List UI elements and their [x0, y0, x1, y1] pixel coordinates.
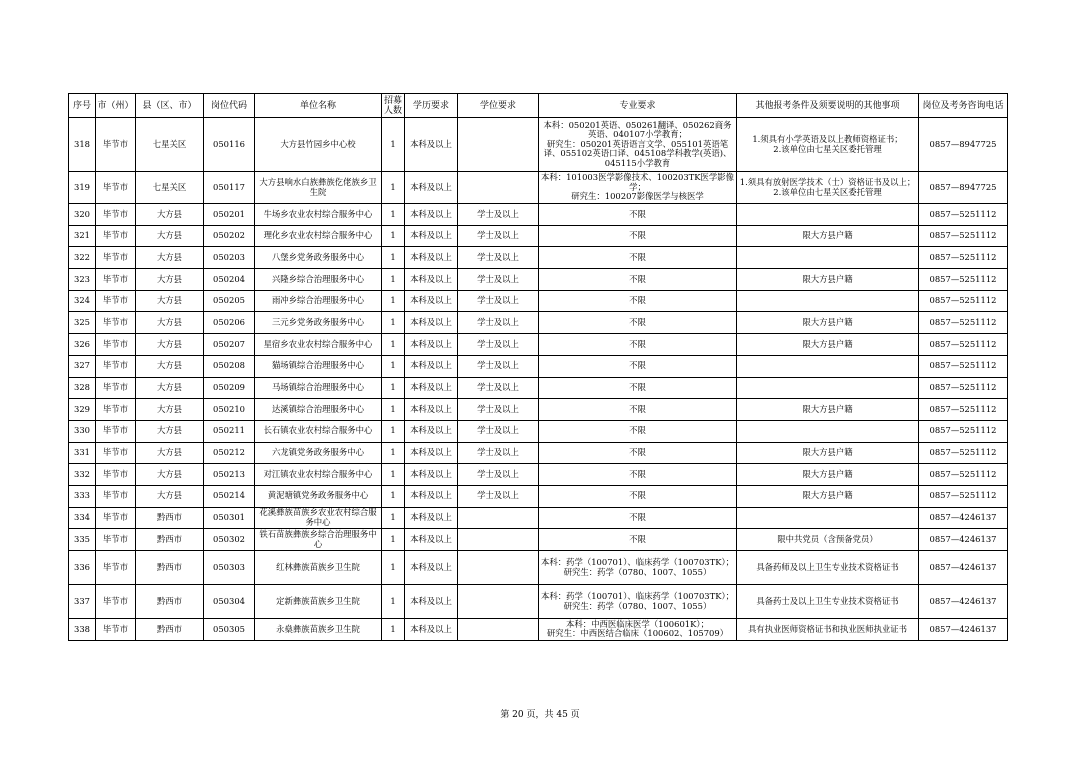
cell-no: 322 — [69, 247, 96, 269]
cell-code: 050204 — [204, 269, 255, 291]
cell-city: 毕节市 — [96, 585, 136, 619]
cell-county: 大方县 — [136, 355, 204, 377]
cell-num: 1 — [382, 464, 405, 486]
cell-other: 限大方县户籍 — [737, 312, 919, 334]
cell-other — [737, 377, 919, 399]
cell-county: 黔西市 — [136, 619, 204, 641]
cell-county: 黔西市 — [136, 551, 204, 585]
cell-no: 319 — [69, 172, 96, 204]
cell-no: 318 — [69, 118, 96, 172]
cell-city: 毕节市 — [96, 529, 136, 551]
cell-other: 1.须具有放射医学技术（士）资格证书及以上； 2.该单位由七星关区委托管理 — [737, 172, 919, 204]
table-row — [69, 204, 1008, 226]
cell-degree: 学士及以上 — [458, 377, 539, 399]
cell-other — [737, 204, 919, 226]
cell-major: 不限 — [539, 464, 737, 486]
cell-city: 毕节市 — [96, 507, 136, 529]
table-row — [69, 399, 1008, 421]
cell-unit: 兴隆乡综合治理服务中心 — [255, 269, 382, 291]
cell-num: 1 — [382, 585, 405, 619]
table-row — [69, 619, 1008, 641]
cell-other — [737, 355, 919, 377]
col-header-major: 专业要求 — [539, 94, 737, 118]
cell-city: 毕节市 — [96, 290, 136, 312]
cell-unit: 花溪彝族苗族乡农业农村综合服务中心 — [255, 507, 382, 529]
cell-code: 050210 — [204, 399, 255, 421]
cell-county: 大方县 — [136, 269, 204, 291]
cell-phone: 0857—5251112 — [919, 247, 1008, 269]
cell-no: 330 — [69, 420, 96, 442]
cell-major: 本科：050201英语、050261翻译、050262商务英语、040107小学教育； 研究生：050201英语语言文学、055101英语笔译、055102英语口译、045108学科教学(英语)、045115小学教育 — [539, 118, 737, 172]
cell-unit: 达溪镇综合治理服务中心 — [255, 399, 382, 421]
cell-phone: 0857—8947725 — [919, 118, 1008, 172]
cell-degree — [458, 551, 539, 585]
cell-city: 毕节市 — [96, 204, 136, 226]
cell-phone: 0857—5251112 — [919, 485, 1008, 507]
cell-city: 毕节市 — [96, 312, 136, 334]
cell-county: 大方县 — [136, 290, 204, 312]
cell-city: 毕节市 — [96, 334, 136, 356]
cell-major: 不限 — [539, 485, 737, 507]
cell-other: 限中共党员（含预备党员） — [737, 529, 919, 551]
table-header-row — [69, 94, 1008, 118]
col-header-city: 市（州） — [96, 94, 136, 118]
table-row — [69, 551, 1008, 585]
col-header-unit: 单位名称 — [255, 94, 382, 118]
cell-major: 不限 — [539, 399, 737, 421]
cell-city: 毕节市 — [96, 355, 136, 377]
cell-major: 不限 — [539, 204, 737, 226]
cell-unit: 长石镇农业农村综合服务中心 — [255, 420, 382, 442]
table-row — [69, 172, 1008, 204]
cell-no: 325 — [69, 312, 96, 334]
cell-unit: 黄泥塘镇党务政务服务中心 — [255, 485, 382, 507]
cell-no: 334 — [69, 507, 96, 529]
cell-degree — [458, 118, 539, 172]
cell-other: 限大方县户籍 — [737, 399, 919, 421]
cell-edu: 本科及以上 — [405, 485, 458, 507]
cell-edu: 本科及以上 — [405, 312, 458, 334]
cell-city: 毕节市 — [96, 377, 136, 399]
table-row — [69, 312, 1008, 334]
cell-phone: 0857—5251112 — [919, 204, 1008, 226]
cell-phone: 0857—5251112 — [919, 442, 1008, 464]
cell-edu: 本科及以上 — [405, 529, 458, 551]
cell-unit: 理化乡农业农村综合服务中心 — [255, 225, 382, 247]
cell-unit: 对江镇农业农村综合服务中心 — [255, 464, 382, 486]
table-row — [69, 290, 1008, 312]
cell-city: 毕节市 — [96, 172, 136, 204]
cell-degree: 学士及以上 — [458, 334, 539, 356]
cell-no: 327 — [69, 355, 96, 377]
cell-phone: 0857—4246137 — [919, 551, 1008, 585]
cell-edu: 本科及以上 — [405, 355, 458, 377]
table-row — [69, 464, 1008, 486]
cell-edu: 本科及以上 — [405, 118, 458, 172]
cell-phone: 0857—8947725 — [919, 172, 1008, 204]
cell-city: 毕节市 — [96, 619, 136, 641]
cell-other — [737, 290, 919, 312]
cell-phone: 0857—5251112 — [919, 225, 1008, 247]
cell-code: 050117 — [204, 172, 255, 204]
cell-unit: 马场镇综合治理服务中心 — [255, 377, 382, 399]
cell-num: 1 — [382, 334, 405, 356]
table-row — [69, 247, 1008, 269]
cell-no: 337 — [69, 585, 96, 619]
cell-city: 毕节市 — [96, 464, 136, 486]
cell-no: 329 — [69, 399, 96, 421]
cell-major: 不限 — [539, 269, 737, 291]
cell-degree: 学士及以上 — [458, 399, 539, 421]
cell-no: 321 — [69, 225, 96, 247]
cell-no: 324 — [69, 290, 96, 312]
cell-city: 毕节市 — [96, 442, 136, 464]
cell-num: 1 — [382, 247, 405, 269]
cell-phone: 0857—5251112 — [919, 464, 1008, 486]
cell-major: 不限 — [539, 312, 737, 334]
cell-phone: 0857—4246137 — [919, 585, 1008, 619]
cell-num: 1 — [382, 551, 405, 585]
cell-num: 1 — [382, 420, 405, 442]
cell-major: 不限 — [539, 529, 737, 551]
cell-degree: 学士及以上 — [458, 247, 539, 269]
table-row — [69, 420, 1008, 442]
cell-other: 限大方县户籍 — [737, 485, 919, 507]
cell-code: 050208 — [204, 355, 255, 377]
cell-edu: 本科及以上 — [405, 619, 458, 641]
page-footer: 第 20 页，共 45 页 — [500, 710, 580, 720]
table-row — [69, 442, 1008, 464]
recruitment-table — [68, 93, 1008, 641]
cell-code: 050116 — [204, 118, 255, 172]
cell-county: 黔西市 — [136, 529, 204, 551]
cell-code: 050302 — [204, 529, 255, 551]
cell-edu: 本科及以上 — [405, 420, 458, 442]
cell-major: 不限 — [539, 225, 737, 247]
cell-edu: 本科及以上 — [405, 269, 458, 291]
cell-unit: 牛场乡农业农村综合服务中心 — [255, 204, 382, 226]
cell-edu: 本科及以上 — [405, 585, 458, 619]
cell-no: 328 — [69, 377, 96, 399]
cell-code: 050203 — [204, 247, 255, 269]
cell-code: 050303 — [204, 551, 255, 585]
cell-degree: 学士及以上 — [458, 312, 539, 334]
cell-edu: 本科及以上 — [405, 507, 458, 529]
cell-unit: 定新彝族苗族乡卫生院 — [255, 585, 382, 619]
cell-edu: 本科及以上 — [405, 551, 458, 585]
cell-no: 331 — [69, 442, 96, 464]
cell-phone: 0857—5251112 — [919, 290, 1008, 312]
col-header-phone: 岗位及考务咨询电话 — [919, 94, 1008, 118]
cell-phone: 0857—4246137 — [919, 507, 1008, 529]
cell-edu: 本科及以上 — [405, 464, 458, 486]
cell-phone: 0857—5251112 — [919, 312, 1008, 334]
cell-other: 具备药师及以上卫生专业技术资格证书 — [737, 551, 919, 585]
cell-degree: 学士及以上 — [458, 290, 539, 312]
cell-city: 毕节市 — [96, 420, 136, 442]
cell-other: 具有执业医师资格证书和执业医师执业证书 — [737, 619, 919, 641]
col-header-edu: 学历要求 — [405, 94, 458, 118]
cell-major: 不限 — [539, 334, 737, 356]
cell-code: 050213 — [204, 464, 255, 486]
cell-degree: 学士及以上 — [458, 485, 539, 507]
cell-code: 050202 — [204, 225, 255, 247]
table-row — [69, 529, 1008, 551]
cell-num: 1 — [382, 399, 405, 421]
cell-major: 本科：中西医临床医学（100601K）； 研究生：中西医结合临床（100602、105709） — [539, 619, 737, 641]
cell-unit: 大方县竹园乡中心校 — [255, 118, 382, 172]
cell-degree: 学士及以上 — [458, 442, 539, 464]
cell-phone: 0857—5251112 — [919, 377, 1008, 399]
cell-phone: 0857—5251112 — [919, 334, 1008, 356]
table-row — [69, 269, 1008, 291]
col-header-num: 招募人数 — [382, 94, 405, 118]
cell-county: 大方县 — [136, 399, 204, 421]
table-row — [69, 507, 1008, 529]
table-row — [69, 485, 1008, 507]
cell-unit: 大方县响水白族彝族仡佬族乡卫生院 — [255, 172, 382, 204]
cell-other: 限大方县户籍 — [737, 464, 919, 486]
col-header-no: 序号 — [69, 94, 96, 118]
cell-num: 1 — [382, 529, 405, 551]
cell-num: 1 — [382, 377, 405, 399]
cell-county: 七星关区 — [136, 118, 204, 172]
cell-no: 336 — [69, 551, 96, 585]
cell-edu: 本科及以上 — [405, 172, 458, 204]
table-row — [69, 355, 1008, 377]
cell-county: 大方县 — [136, 442, 204, 464]
cell-county: 大方县 — [136, 334, 204, 356]
cell-degree — [458, 529, 539, 551]
cell-major: 不限 — [539, 507, 737, 529]
cell-degree — [458, 172, 539, 204]
cell-major: 不限 — [539, 377, 737, 399]
cell-code: 050211 — [204, 420, 255, 442]
cell-other: 限大方县户籍 — [737, 334, 919, 356]
cell-major: 不限 — [539, 442, 737, 464]
table-body — [69, 118, 1008, 641]
cell-county: 大方县 — [136, 247, 204, 269]
cell-other: 1.须具有小学英语及以上教师资格证书； 2.该单位由七星关区委托管理 — [737, 118, 919, 172]
cell-code: 050305 — [204, 619, 255, 641]
col-header-other: 其他报考条件及须要说明的其他事项 — [737, 94, 919, 118]
cell-degree — [458, 507, 539, 529]
cell-edu: 本科及以上 — [405, 290, 458, 312]
cell-city: 毕节市 — [96, 399, 136, 421]
table-row — [69, 377, 1008, 399]
cell-code: 050207 — [204, 334, 255, 356]
cell-code: 050304 — [204, 585, 255, 619]
cell-phone: 0857—5251112 — [919, 355, 1008, 377]
cell-edu: 本科及以上 — [405, 399, 458, 421]
cell-no: 332 — [69, 464, 96, 486]
cell-city: 毕节市 — [96, 225, 136, 247]
cell-num: 1 — [382, 507, 405, 529]
table-row — [69, 334, 1008, 356]
cell-county: 大方县 — [136, 377, 204, 399]
cell-no: 338 — [69, 619, 96, 641]
cell-num: 1 — [382, 204, 405, 226]
cell-other: 限大方县户籍 — [737, 269, 919, 291]
cell-other — [737, 247, 919, 269]
cell-unit: 猫场镇综合治理服务中心 — [255, 355, 382, 377]
cell-county: 大方县 — [136, 204, 204, 226]
cell-city: 毕节市 — [96, 118, 136, 172]
cell-code: 050212 — [204, 442, 255, 464]
cell-no: 335 — [69, 529, 96, 551]
cell-degree — [458, 619, 539, 641]
cell-unit: 六龙镇党务政务服务中心 — [255, 442, 382, 464]
cell-county: 大方县 — [136, 485, 204, 507]
cell-city: 毕节市 — [96, 269, 136, 291]
cell-unit: 星宿乡农业农村综合服务中心 — [255, 334, 382, 356]
cell-unit: 雨冲乡综合治理服务中心 — [255, 290, 382, 312]
cell-unit: 红林彝族苗族乡卫生院 — [255, 551, 382, 585]
cell-edu: 本科及以上 — [405, 204, 458, 226]
cell-num: 1 — [382, 290, 405, 312]
cell-num: 1 — [382, 355, 405, 377]
cell-num: 1 — [382, 619, 405, 641]
cell-county: 大方县 — [136, 464, 204, 486]
cell-code: 050206 — [204, 312, 255, 334]
cell-county: 七星关区 — [136, 172, 204, 204]
cell-phone: 0857—5251112 — [919, 420, 1008, 442]
cell-county: 黔西市 — [136, 507, 204, 529]
cell-num: 1 — [382, 442, 405, 464]
cell-county: 大方县 — [136, 312, 204, 334]
cell-city: 毕节市 — [96, 247, 136, 269]
cell-degree: 学士及以上 — [458, 225, 539, 247]
cell-major: 不限 — [539, 290, 737, 312]
table-row — [69, 118, 1008, 172]
cell-phone: 0857—5251112 — [919, 269, 1008, 291]
cell-num: 1 — [382, 118, 405, 172]
cell-code: 050201 — [204, 204, 255, 226]
col-header-degree: 学位要求 — [458, 94, 539, 118]
cell-num: 1 — [382, 312, 405, 334]
cell-county: 大方县 — [136, 420, 204, 442]
cell-major: 本科：101003医学影像技术、100203TK医学影像学； 研究生：100207影像医学与核医学 — [539, 172, 737, 204]
cell-num: 1 — [382, 485, 405, 507]
cell-major: 不限 — [539, 420, 737, 442]
cell-edu: 本科及以上 — [405, 247, 458, 269]
cell-no: 333 — [69, 485, 96, 507]
cell-num: 1 — [382, 172, 405, 204]
cell-major: 本科：药学（100701）、临床药学（100703TK）； 研究生：药学（0780、1007、1055） — [539, 585, 737, 619]
cell-unit: 三元乡党务政务服务中心 — [255, 312, 382, 334]
cell-degree: 学士及以上 — [458, 420, 539, 442]
cell-degree — [458, 585, 539, 619]
cell-other — [737, 420, 919, 442]
cell-other: 具备药士及以上卫生专业技术资格证书 — [737, 585, 919, 619]
cell-county: 黔西市 — [136, 585, 204, 619]
cell-code: 050205 — [204, 290, 255, 312]
cell-other: 限大方县户籍 — [737, 225, 919, 247]
cell-phone: 0857—4246137 — [919, 619, 1008, 641]
table-row — [69, 585, 1008, 619]
cell-num: 1 — [382, 269, 405, 291]
cell-unit: 铁石苗族彝族乡综合治理服务中心 — [255, 529, 382, 551]
cell-other — [737, 507, 919, 529]
cell-major: 不限 — [539, 247, 737, 269]
cell-code: 050209 — [204, 377, 255, 399]
cell-city: 毕节市 — [96, 485, 136, 507]
cell-code: 050301 — [204, 507, 255, 529]
cell-no: 323 — [69, 269, 96, 291]
cell-edu: 本科及以上 — [405, 334, 458, 356]
cell-edu: 本科及以上 — [405, 225, 458, 247]
cell-other: 限大方县户籍 — [737, 442, 919, 464]
cell-city: 毕节市 — [96, 551, 136, 585]
cell-code: 050214 — [204, 485, 255, 507]
cell-degree: 学士及以上 — [458, 269, 539, 291]
cell-phone: 0857—4246137 — [919, 529, 1008, 551]
col-header-county: 县（区、市） — [136, 94, 204, 118]
table-row — [69, 225, 1008, 247]
cell-degree: 学士及以上 — [458, 355, 539, 377]
cell-edu: 本科及以上 — [405, 442, 458, 464]
cell-num: 1 — [382, 225, 405, 247]
cell-unit: 八堡乡党务政务服务中心 — [255, 247, 382, 269]
cell-unit: 永燊彝族苗族乡卫生院 — [255, 619, 382, 641]
cell-degree: 学士及以上 — [458, 204, 539, 226]
cell-major: 不限 — [539, 355, 737, 377]
cell-degree: 学士及以上 — [458, 464, 539, 486]
cell-phone: 0857—5251112 — [919, 399, 1008, 421]
cell-edu: 本科及以上 — [405, 377, 458, 399]
cell-no: 326 — [69, 334, 96, 356]
cell-no: 320 — [69, 204, 96, 226]
cell-major: 本科：药学（100701）、临床药学（100703TK）； 研究生：药学（0780、1007、1055） — [539, 551, 737, 585]
cell-county: 大方县 — [136, 225, 204, 247]
col-header-code: 岗位代码 — [204, 94, 255, 118]
